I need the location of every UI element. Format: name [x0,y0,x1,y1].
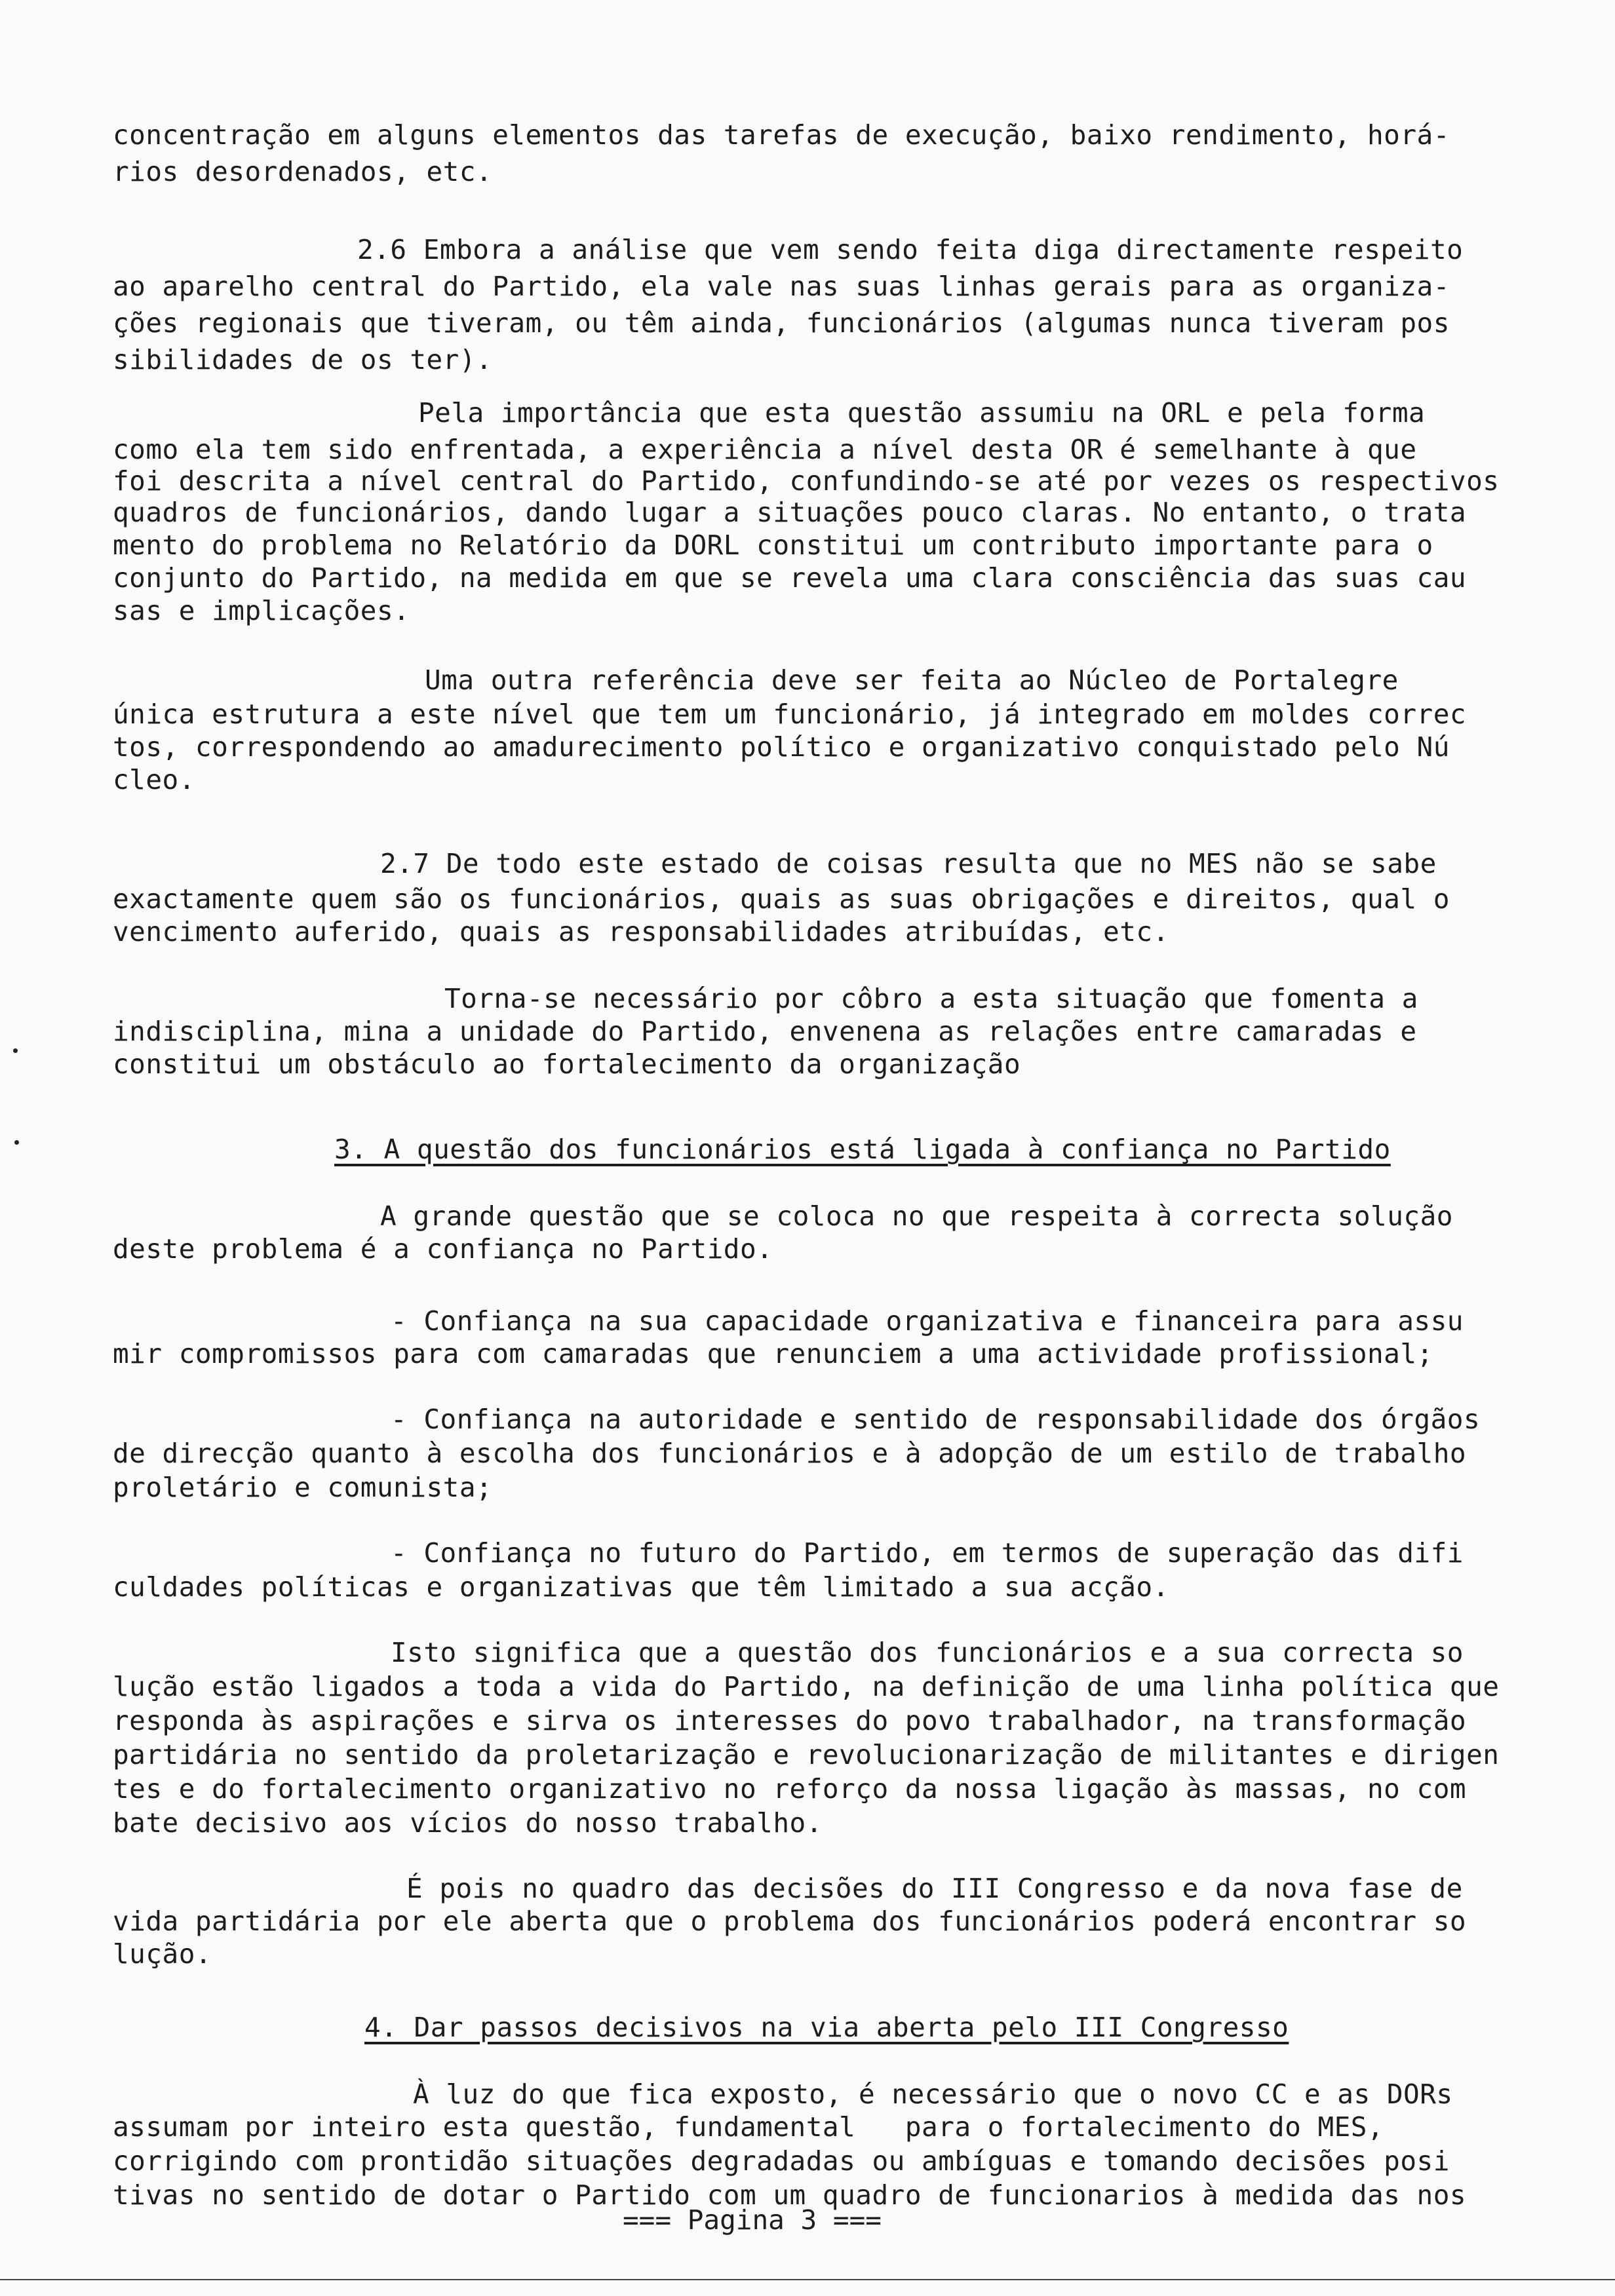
text-line: rios desordenados, etc. [113,156,493,187]
text-line: vencimento auferido, quais as responsabilidades atribuídas, etc. [113,916,1169,947]
text-line: exactamente quem são os funcionários, quais as suas obrigações e direitos, qual o [113,883,1450,915]
section-heading: 3. A questão dos funcionários está ligada à confiança no Partido [334,1134,1391,1165]
text-line: Torna-se necessário por côbro a esta situação que fomenta a [444,983,1418,1014]
text-line: É pois no quadro das decisões do III Congresso e da nova fase de [406,1873,1463,1904]
text-line: A grande questão que se coloca no que respeita à correcta solução [380,1200,1453,1232]
text-line: responda às aspirações e sirva os interesses do povo trabalhador, na transformação [113,1705,1467,1736]
text-line: indisciplina, mina a unidade do Partido, envenena as relações entre camaradas e [113,1016,1417,1047]
text-line: quadros de funcionários, dando lugar a situações pouco claras. No entanto, o trata [113,497,1467,528]
scan-edge-line [0,2279,1615,2280]
text-line: - Confiança na sua capacidade organizativa e financeira para assu [391,1305,1464,1337]
text-line: - Confiança na autoridade e sentido de responsabilidade dos órgãos [391,1404,1481,1435]
section-heading: 4. Dar passos decisivos na via aberta pelo III Congresso [364,2012,1289,2043]
text-line: proletário e comunista; [113,1472,493,1503]
text-line: tes e do fortalecimento organizativo no reforço da nossa ligação às massas, no com [113,1773,1467,1805]
text-line: 2.7 De todo este estado de coisas resulta que no MES não se sabe [380,848,1437,879]
page-footer: === Pagina 3 === [623,2204,882,2236]
text-line: Pela importância que esta questão assumiu na ORL e pela forma [418,397,1426,429]
text-line: ao aparelho central do Partido, ela vale nas suas linhas gerais para as organiza- [113,271,1450,302]
scan-speck [13,1048,18,1053]
text-line: concentração em alguns elementos das tarefas de execução, baixo rendimento, horá- [113,119,1450,151]
text-line: - Confiança no futuro do Partido, em termos de superação das difi [391,1537,1464,1569]
text-line: Uma outra referência deve ser feita ao Núcleo de Portalegre [425,664,1399,696]
text-line: partidária no sentido da proletarização e revolucionarização de militantes e dirigen [113,1739,1500,1770]
text-line: bate decisivo aos vícios do nosso trabalho. [113,1807,823,1839]
text-line: ções regionais que tiveram, ou têm ainda, funcionários (algumas nunca tiveram pos [113,307,1450,339]
text-line: cleo. [113,764,195,795]
text-line: tos, correspondendo ao amadurecimento político e organizativo conquistado pelo Nú [113,731,1450,763]
scan-speck [14,1140,19,1145]
text-line: tivas no sentido de dotar o Partido com um quadro de funcionarios à medida das nos [113,2179,1467,2211]
text-line: de direcção quanto à escolha dos funcionários e à adopção de um estilo de trabalho [113,1438,1467,1469]
text-line: mento do problema no Relatório da DORL constitui um contributo importante para o [113,529,1433,561]
text-line: assumam por inteiro esta questão, fundamental para o fortalecimento do MES, [113,2111,1384,2143]
text-line: lução. [113,1938,212,1970]
text-line: única estrutura a este nível que tem um funcionário, já integrado em moldes correc [113,698,1467,730]
text-line: vida partidária por ele aberta que o problema dos funcionários poderá encontrar so [113,1905,1467,1937]
text-line: como ela tem sido enfrentada, a experiência a nível desta OR é semelhante à que [113,434,1417,465]
text-line: culdades políticas e organizativas que têm limitado a sua acção. [113,1571,1169,1603]
text-line: conjunto do Partido, na medida em que se revela uma clara consciência das suas cau [113,562,1467,594]
text-line: mir compromissos para com camaradas que renunciem a uma actividade profissional; [113,1338,1433,1369]
text-line: foi descrita a nível central do Partido, confundindo-se até por vezes os respectivos [113,465,1500,497]
text-line: constitui um obstáculo ao fortalecimento da organização [113,1048,1021,1080]
text-line: 2.6 Embora a análise que vem sendo feita diga directamente respeito [357,234,1464,265]
text-line: sibilidades de os ter). [113,344,493,375]
text-line: lução estão ligados a toda a vida do Partido, na definição de uma linha política que [113,1671,1500,1702]
text-line: corrigindo com prontidão situações degradadas ou ambíguas e tomando decisões posi [113,2145,1450,2177]
text-line: Isto significa que a questão dos funcionários e a sua correcta so [391,1637,1464,1668]
text-line: À luz do que fica exposto, é necessário que o novo CC e as DORs [413,2078,1453,2110]
text-line: deste problema é a confiança no Partido. [113,1233,773,1265]
text-line: sas e implicações. [113,595,410,626]
